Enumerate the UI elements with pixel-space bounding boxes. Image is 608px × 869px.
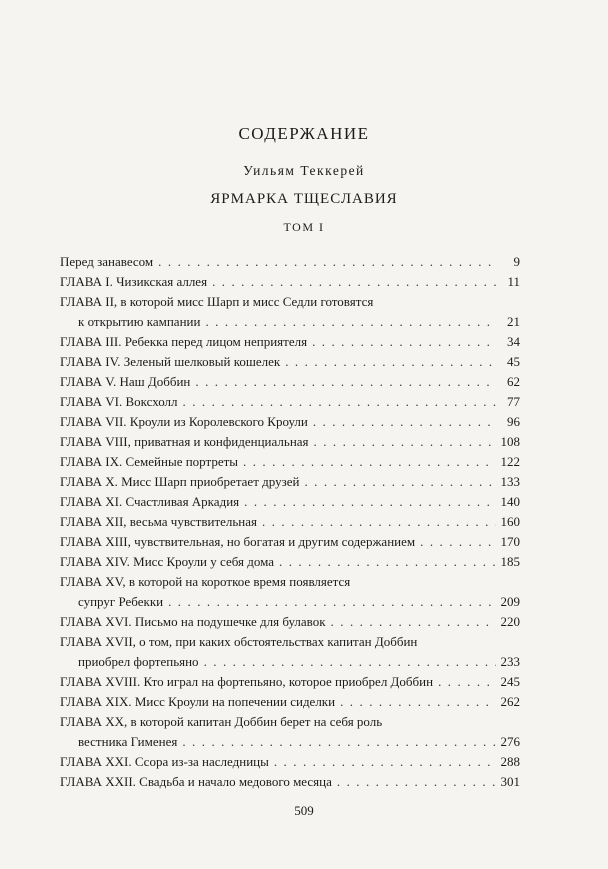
toc-entry <box>60 292 520 332</box>
dot-leader <box>337 772 496 792</box>
toc-entry-continuation <box>60 732 520 752</box>
dot-leader <box>243 452 495 472</box>
toc-page-number: 209 <box>500 594 520 609</box>
dot-leader <box>212 272 497 292</box>
toc-page-number: 108 <box>500 434 520 449</box>
toc-entry-title: ГЛАВА XVIII. Кто играл на фортепьяно, которое приобрел Доббин <box>60 674 434 689</box>
toc-entry-line <box>60 272 520 292</box>
dot-leader <box>158 252 497 272</box>
toc-entry-line <box>60 392 520 412</box>
toc-entry-line <box>60 632 520 652</box>
toc-entry-title: ГЛАВА XIV. Мисс Кроули у себя дома <box>60 554 275 569</box>
toc-entry-line <box>60 412 520 432</box>
toc-page-number: 62 <box>507 374 520 389</box>
toc-entry <box>60 272 520 292</box>
toc-entry-line <box>60 572 520 592</box>
toc-page-number: 245 <box>500 674 520 689</box>
toc-entry <box>60 532 520 552</box>
toc-page-number: 185 <box>500 554 520 569</box>
toc-entry-title: к открытию кампании <box>78 314 201 329</box>
toc-entry-continuation <box>60 592 520 612</box>
dot-leader <box>331 612 496 632</box>
toc-entry-title: ГЛАВА XVII, о том, при каких обстоятельствах капитан Доббин <box>60 634 418 649</box>
toc-page-number: 96 <box>507 414 520 429</box>
dot-leader <box>204 652 496 672</box>
toc-entry <box>60 392 520 412</box>
dot-leader <box>285 352 497 372</box>
toc-entry-continuation <box>60 652 520 672</box>
toc-page-number: 288 <box>500 754 520 769</box>
toc-entry-line <box>60 372 520 392</box>
toc-page-number: 122 <box>500 454 520 469</box>
toc-entry <box>60 252 520 272</box>
toc-entry-line <box>60 492 520 512</box>
toc-entry-title: ГЛАВА XIX. Мисс Кроули на попечении сиделки <box>60 694 336 709</box>
toc-entry-title: Перед занавесом <box>60 254 154 269</box>
toc-page-number: 262 <box>500 694 520 709</box>
toc-entry <box>60 432 520 452</box>
dot-leader <box>274 752 496 772</box>
toc-entry <box>60 512 520 532</box>
toc-entry-line <box>60 552 520 572</box>
toc-entry <box>60 772 520 792</box>
toc-page-number: 45 <box>507 354 520 369</box>
toc-page-number: 140 <box>500 494 520 509</box>
toc-entry-line <box>60 772 520 792</box>
toc-entry-title: ГЛАВА XX, в которой капитан Доббин берет на себя роль <box>60 714 383 729</box>
toc-entry-title: ГЛАВА XII, весьма чувствительная <box>60 514 258 529</box>
author-name: Уильям Теккерей <box>243 163 365 178</box>
toc-entry <box>60 352 520 372</box>
toc-entry <box>60 452 520 472</box>
dot-leader <box>205 312 497 332</box>
toc-entry-line <box>60 432 520 452</box>
toc-entry-title: ГЛАВА VIII, приватная и конфиденциальная <box>60 434 309 449</box>
toc-entry-line <box>60 752 520 772</box>
toc-entry-line <box>60 252 520 272</box>
dot-leader <box>420 532 495 552</box>
toc-entry-title: ГЛАВА VI. Воксхолл <box>60 394 178 409</box>
dot-leader <box>262 512 495 532</box>
toc-entry <box>60 412 520 432</box>
table-of-contents <box>60 252 520 792</box>
dot-leader <box>304 472 495 492</box>
toc-entry-title: ГЛАВА XV, в которой на короткое время появляется <box>60 574 351 589</box>
toc-entry-line <box>60 352 520 372</box>
dot-leader <box>313 412 497 432</box>
page-number: 509 <box>294 803 314 818</box>
toc-entry-line <box>60 712 520 732</box>
dot-leader <box>438 672 495 692</box>
contents-heading: СОДЕРЖАНИЕ <box>238 124 370 143</box>
toc-entry <box>60 712 520 752</box>
dot-leader <box>182 732 495 752</box>
toc-page-number: 21 <box>507 314 520 329</box>
toc-entry-line <box>60 512 520 532</box>
toc-entry-title: вестника Гименея <box>78 734 178 749</box>
toc-entry <box>60 752 520 772</box>
toc-entry-title: ГЛАВА XXII. Свадьба и начало медового месяца <box>60 774 332 789</box>
toc-entry-line <box>60 452 520 472</box>
toc-entry-title: ГЛАВА XIII, чувствительная, но богатая и другим содержанием <box>60 534 416 549</box>
dot-leader <box>244 492 495 512</box>
toc-entry-title: ГЛАВА IV. Зеленый шелковый кошелек <box>60 354 281 369</box>
toc-entry <box>60 472 520 492</box>
toc-entry-title: ГЛАВА VII. Кроули из Королевского Кроули <box>60 414 308 429</box>
toc-entry-title: приобрел фортепьяно <box>78 654 199 669</box>
volume-label: ТОМ I <box>283 220 325 234</box>
toc-page-number: 276 <box>500 734 520 749</box>
toc-entry <box>60 492 520 512</box>
toc-page-number: 170 <box>500 534 520 549</box>
toc-entry-line <box>60 292 520 312</box>
toc-page-number: 160 <box>500 514 520 529</box>
toc-entry <box>60 572 520 612</box>
toc-entry-title: ГЛАВА X. Мисс Шарп приобретает друзей <box>60 474 300 489</box>
toc-entry-title: ГЛАВА XVI. Письмо на подушечке для булавок <box>60 614 326 629</box>
toc-entry-line <box>60 672 520 692</box>
toc-entry-title: ГЛАВА I. Чизикская аллея <box>60 274 208 289</box>
toc-page-number: 77 <box>507 394 520 409</box>
dot-leader <box>168 592 495 612</box>
toc-entry-title: супруг Ребекки <box>78 594 164 609</box>
toc-entry-title: ГЛАВА III. Ребекка перед лицом неприятеля <box>60 334 308 349</box>
dot-leader <box>340 692 495 712</box>
toc-entry-title: ГЛАВА V. Наш Доббин <box>60 374 191 389</box>
toc-entry <box>60 632 520 672</box>
toc-entry <box>60 372 520 392</box>
toc-entry-title: ГЛАВА XI. Счастливая Аркадия <box>60 494 240 509</box>
toc-entry <box>60 552 520 572</box>
toc-page-number: 11 <box>507 274 520 289</box>
toc-entry-line <box>60 692 520 712</box>
toc-entry-continuation <box>60 312 520 332</box>
toc-page-number: 233 <box>500 654 520 669</box>
toc-entry <box>60 672 520 692</box>
toc-entry-line <box>60 532 520 552</box>
toc-page-number: 301 <box>500 774 520 789</box>
toc-entry-line <box>60 332 520 352</box>
toc-entry-line <box>60 612 520 632</box>
toc-page-number: 220 <box>500 614 520 629</box>
toc-entry-title: ГЛАВА XXI. Ссора из-за наследницы <box>60 754 269 769</box>
toc-entry <box>60 332 520 352</box>
toc-entry-title: ГЛАВА IX. Семейные портреты <box>60 454 239 469</box>
toc-page-number: 9 <box>513 254 520 269</box>
dot-leader <box>312 332 497 352</box>
dot-leader <box>314 432 496 452</box>
toc-entry-line <box>60 472 520 492</box>
book-title: ЯРМАРКА ТЩЕСЛАВИЯ <box>210 191 398 207</box>
toc-entry <box>60 612 520 632</box>
dot-leader <box>195 372 497 392</box>
toc-entry <box>60 692 520 712</box>
dot-leader <box>279 552 495 572</box>
dot-leader <box>183 392 497 412</box>
toc-entry-title: ГЛАВА II, в которой мисс Шарп и мисс Седли готовятся <box>60 294 374 309</box>
toc-page-number: 133 <box>500 474 520 489</box>
toc-page-number: 34 <box>507 334 520 349</box>
